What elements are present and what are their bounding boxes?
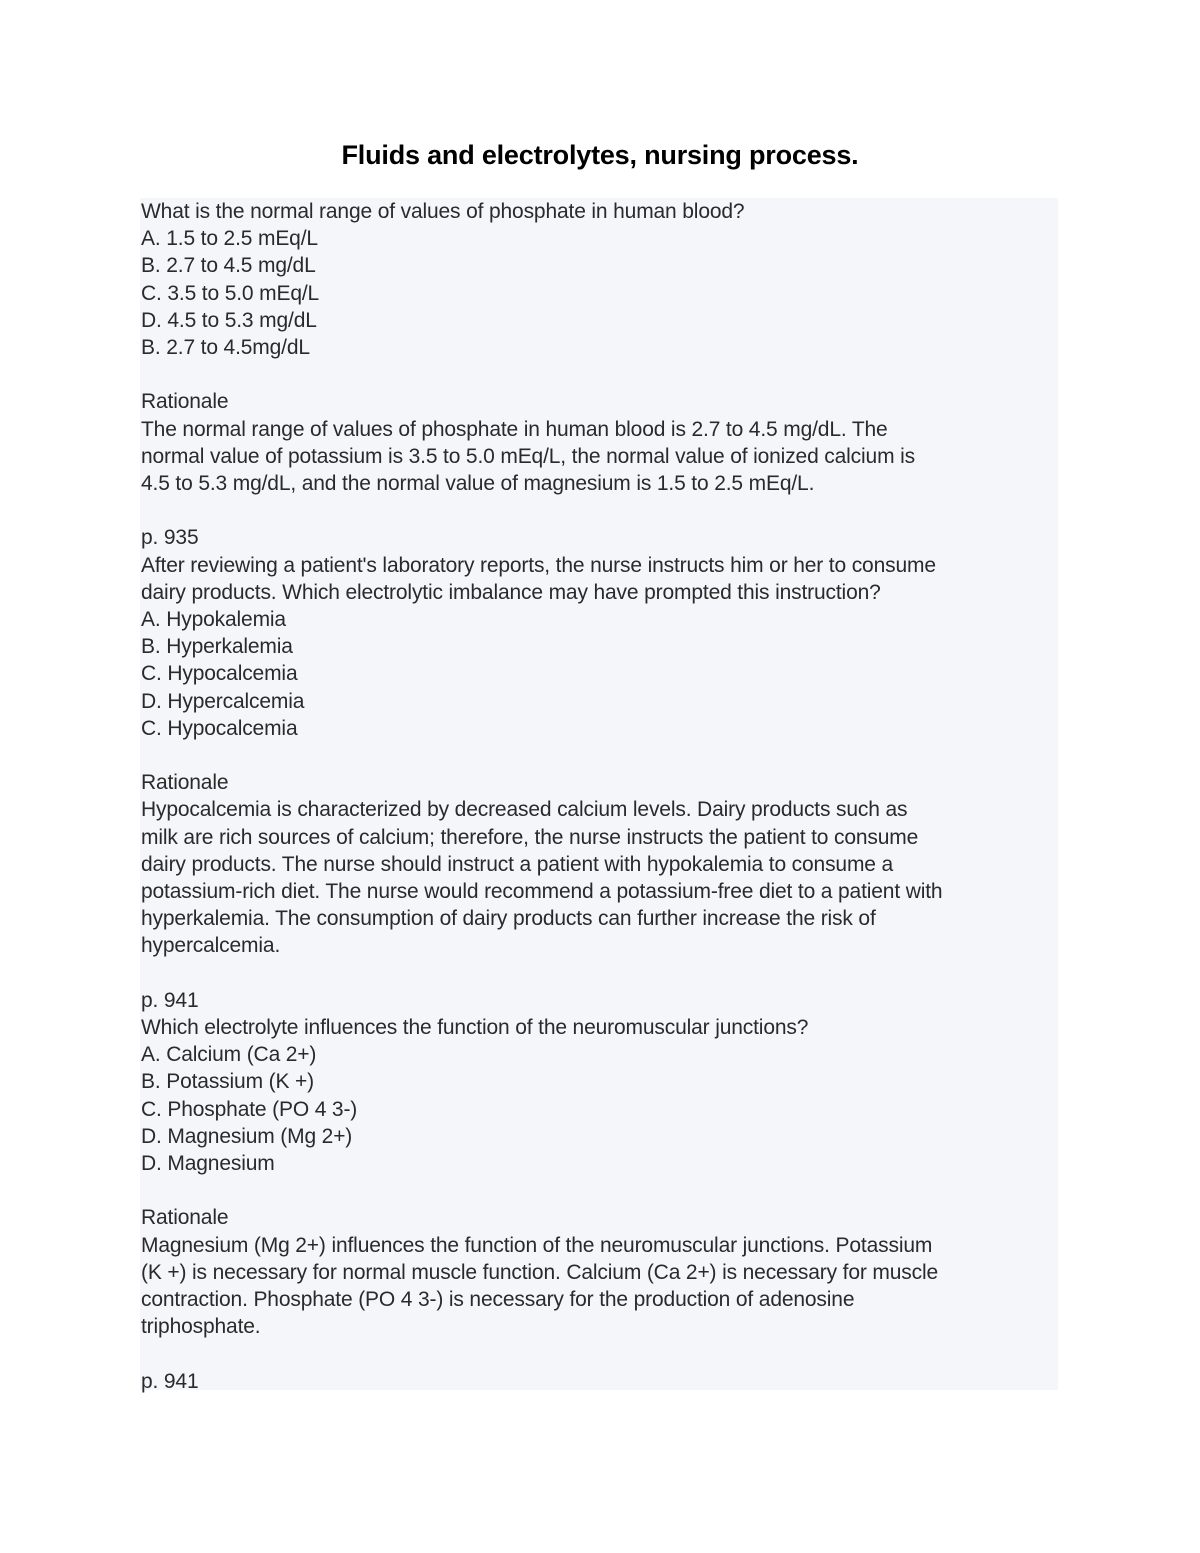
q1-question: What is the normal range of values of phosphate in human blood? (141, 200, 745, 223)
q2-option-d: D. Hypercalcemia (141, 689, 305, 713)
q2-option-b: B. Hyperkalemia (141, 635, 293, 659)
q2-rationale-line: hypercalcemia. (141, 934, 281, 958)
q2-rationale-line: dairy products. The nurse should instruct a patient with hypokalemia to consume a (141, 852, 894, 876)
q2-question-line: After reviewing a patient's laboratory reports, the nurse instructs him or her to consume (141, 553, 936, 577)
q3-option-c: C. Phosphate (PO 4 3-) (141, 1097, 358, 1121)
q3-rationale-heading: Rationale (141, 1206, 229, 1230)
content-block (140, 198, 1058, 1393)
q2-rationale-line: Hypocalcemia is characterized by decreased calcium levels. Dairy products such as (141, 798, 908, 822)
q3-question: Which electrolyte influences the function of the neuromuscular junctions? (141, 1016, 809, 1040)
document-title: Fluids and electrolytes, nursing process. (341, 140, 859, 170)
q3-answer: D. Magnesium (141, 1152, 275, 1176)
q2-answer: C. Hypocalcemia (141, 716, 298, 740)
spacer (141, 361, 1058, 388)
q2-rationale-heading: Rationale (141, 771, 229, 795)
q2-rationale-line: potassium-rich diet. The nurse would recommend a potassium-free diet to a patient with (141, 880, 943, 904)
q1-rationale-line: normal value of potassium is 3.5 to 5.0 mEq/L, the normal value of ionized calcium is (141, 444, 915, 468)
q1-rationale-line: 4.5 to 5.3 mg/dL, and the normal value of magnesium is 1.5 to 2.5 mEq/L. (141, 472, 815, 496)
q2-page-ref: p. 941 (141, 988, 199, 1012)
q3-rationale-line: (K +) is necessary for normal muscle function. Calcium (Ca 2+) is necessary for muscle (141, 1260, 939, 1284)
q1-option-d: D. 4.5 to 5.3 mg/dL (141, 308, 317, 332)
q3-rationale-line: contraction. Phosphate (PO 4 3-) is necessary for the production of adenosine (141, 1288, 855, 1312)
q3-page-ref: p. 941 (141, 1369, 199, 1393)
q3-option-b: B. Potassium (K +) (141, 1070, 314, 1094)
q2-rationale-line: hyperkalemia. The consumption of dairy products can further increase the risk of (141, 907, 876, 931)
q3-option-d: D. Magnesium (Mg 2+) (141, 1124, 353, 1148)
q2-option-a: A. Hypokalemia (141, 608, 286, 632)
q1-option-a: A. 1.5 to 2.5 mEq/L (141, 227, 318, 251)
q2-question-line: dairy products. Which electrolytic imbalance may have prompted this instruction? (141, 580, 881, 604)
spacer (141, 1177, 1058, 1204)
q1-answer: B. 2.7 to 4.5mg/dL (141, 336, 310, 360)
q3-option-a: A. Calcium (Ca 2+) (141, 1043, 317, 1067)
q3-rationale-line: triphosphate. (141, 1315, 261, 1339)
q2-option-c: C. Hypocalcemia (141, 662, 298, 686)
spacer (141, 960, 1058, 987)
q1-option-c: C. 3.5 to 5.0 mEq/L (141, 281, 320, 305)
spacer (141, 497, 1058, 524)
q1-option-b: B. 2.7 to 4.5 mg/dL (141, 254, 316, 278)
q1-rationale-heading: Rationale (141, 390, 229, 414)
q3-rationale-line: Magnesium (Mg 2+) influences the function of the neuromuscular junctions. Potassium (141, 1233, 933, 1257)
spacer (141, 1340, 1058, 1367)
q1-rationale-line: The normal range of values of phosphate in human blood is 2.7 to 4.5 mg/dL. The (141, 417, 888, 441)
q2-rationale-line: milk are rich sources of calcium; therefore, the nurse instructs the patient to consume (141, 825, 919, 849)
spacer (141, 742, 1058, 769)
q1-page-ref: p. 935 (141, 526, 199, 550)
